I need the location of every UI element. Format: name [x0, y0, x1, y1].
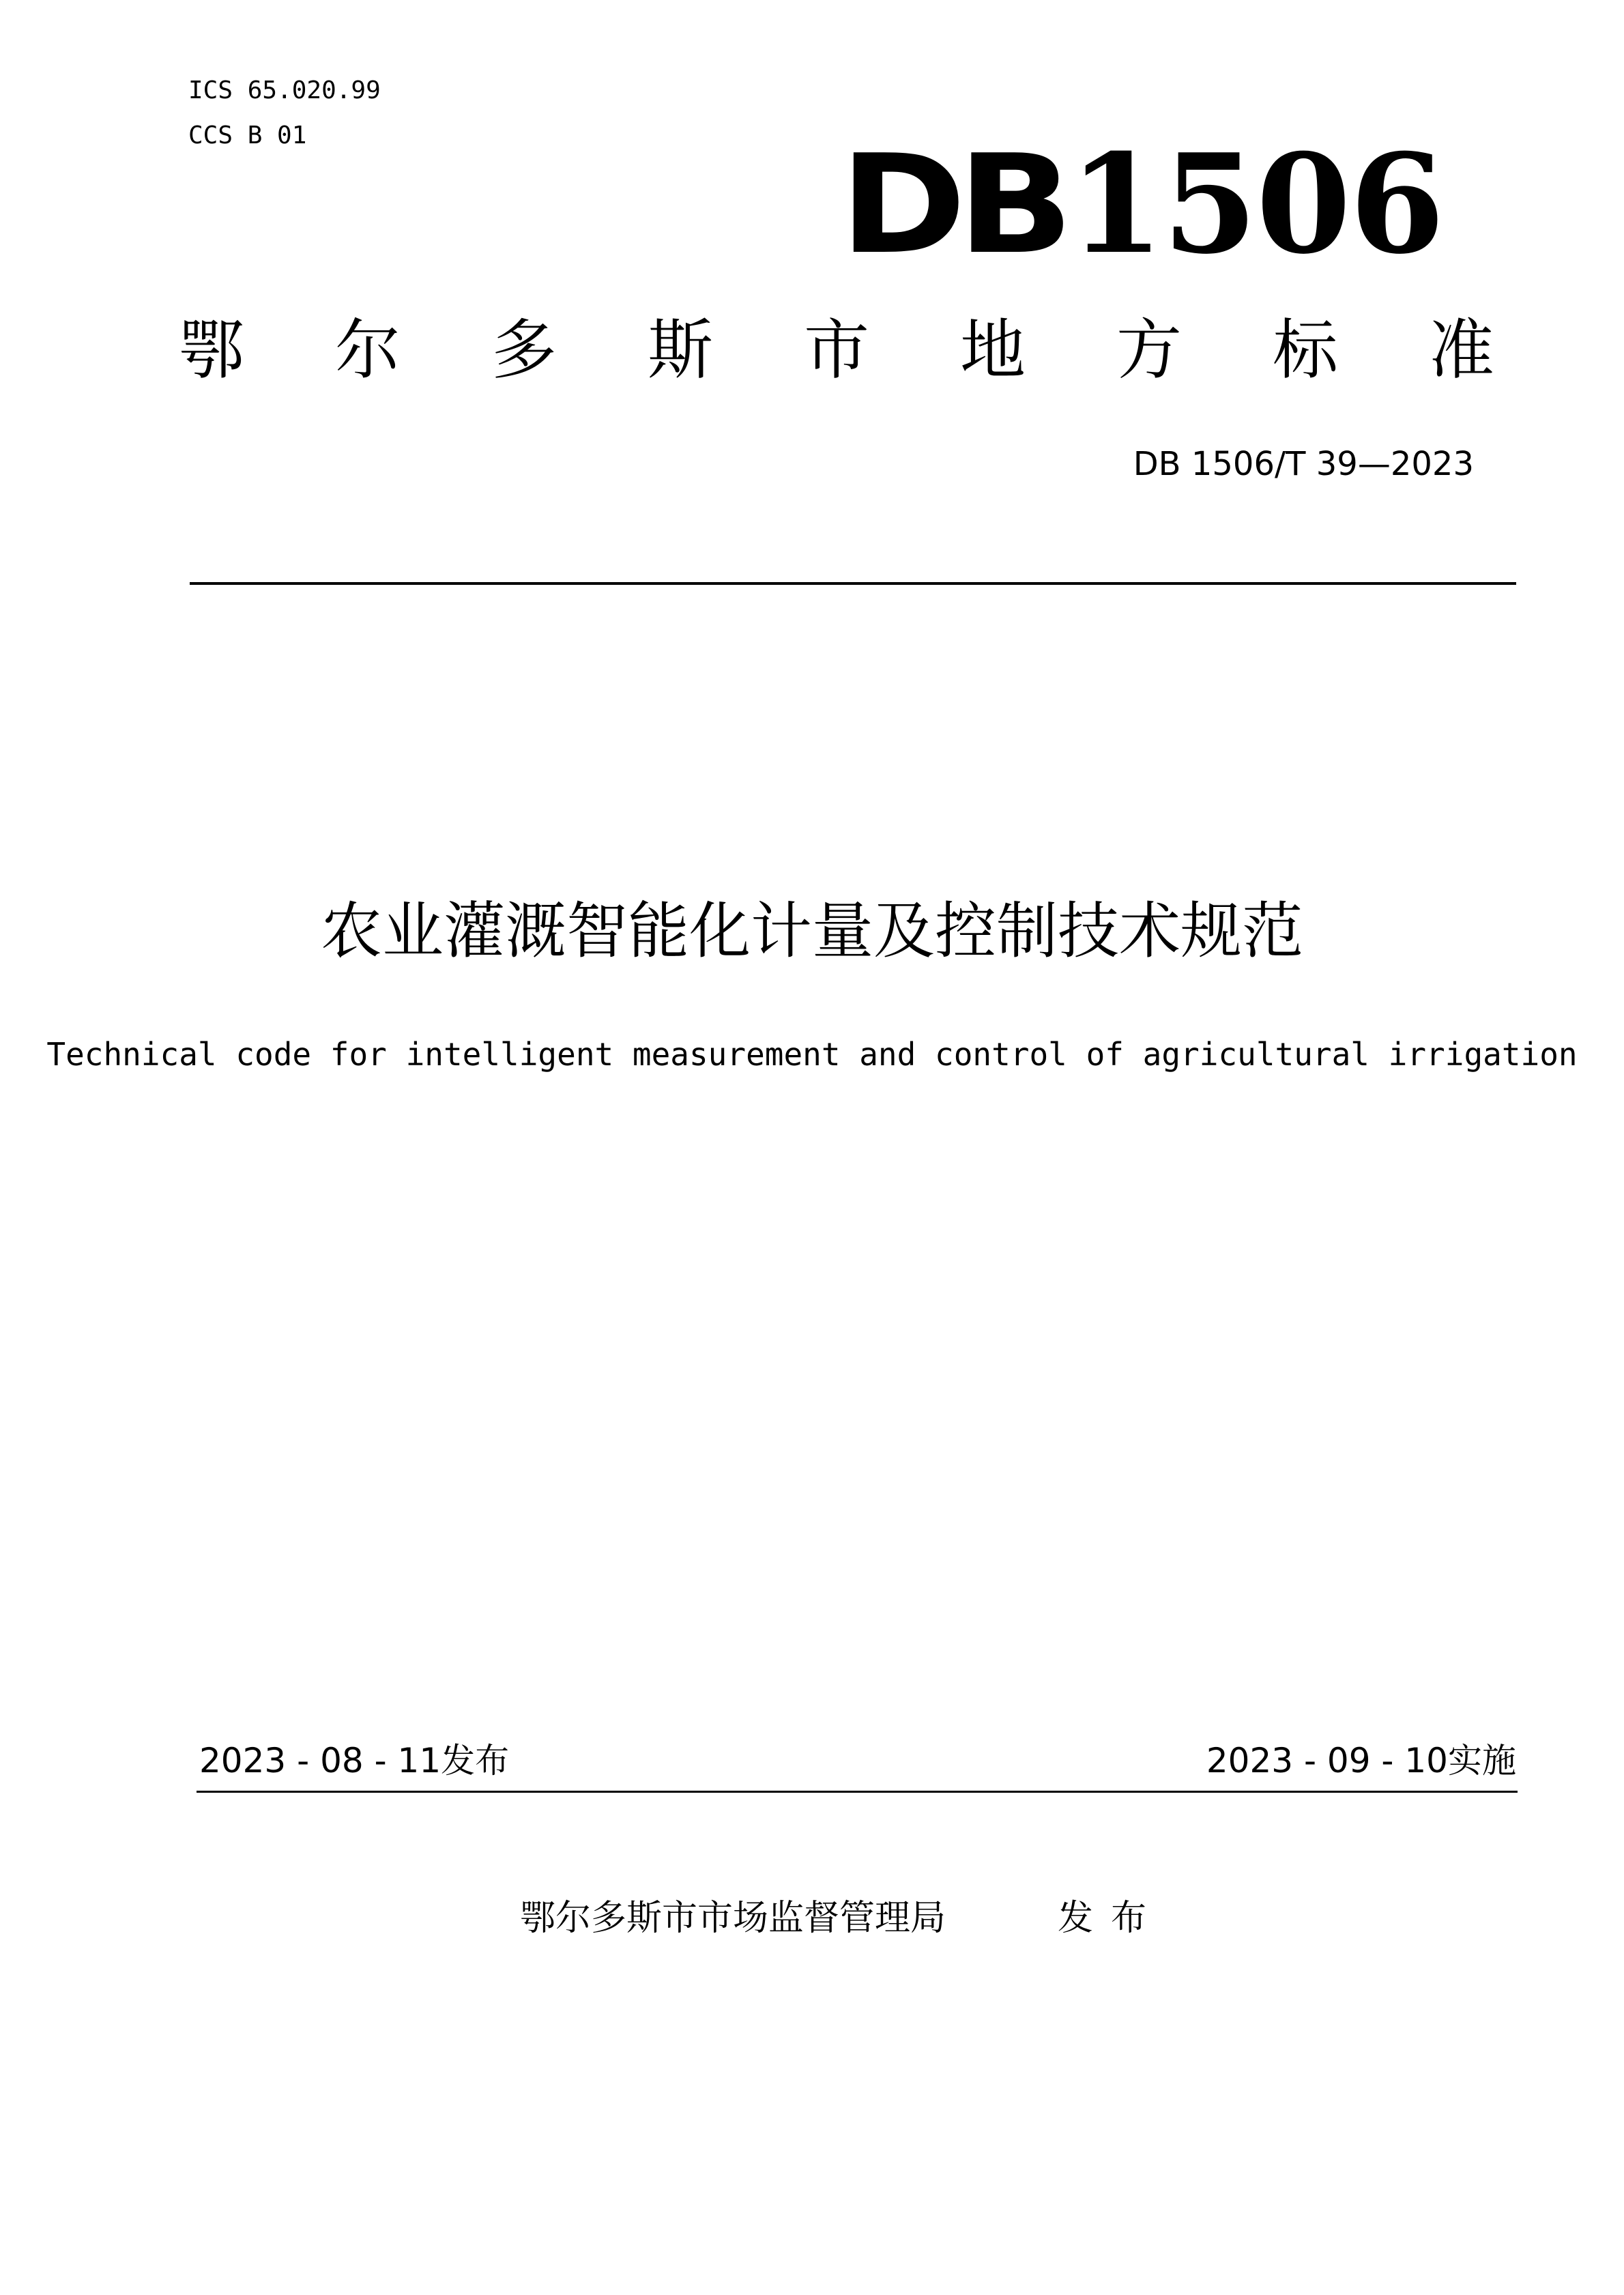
- ics-code: ICS 65.020.99: [188, 76, 381, 104]
- implement-date: 2023 - 09 - 10实施: [1206, 1741, 1516, 1780]
- publish-date: 2023 - 08 - 11发布: [199, 1741, 510, 1780]
- title-english: Technical code for intelligent measurement and control of agricultural irrigation: [46, 1036, 1578, 1073]
- db-logo: [839, 124, 1444, 285]
- logo-prefix: DB: [839, 126, 1065, 285]
- title-chinese: 农业灌溉智能化计量及控制技术规范: [321, 895, 1303, 967]
- standard-type-char: 鄂: [179, 312, 244, 388]
- top-divider: [190, 582, 1516, 585]
- standard-type-char: 斯: [648, 312, 713, 388]
- standard-type: [179, 313, 1494, 388]
- issue-label: 发布: [1058, 1898, 1165, 1939]
- logo-number: 1506: [1069, 124, 1444, 285]
- standard-type-char: 市: [804, 312, 869, 388]
- standard-type-char: 方: [1116, 312, 1182, 388]
- bottom-divider: [197, 1791, 1518, 1793]
- standard-type-char: 准: [1429, 312, 1494, 388]
- standard-type-char: 多: [491, 312, 557, 388]
- standard-type-char: 尔: [335, 312, 401, 388]
- ccs-code: CCS B 01: [188, 121, 307, 149]
- standard-type-char: 地: [960, 312, 1026, 388]
- standard-number: DB 1506/T 39—2023: [1133, 445, 1474, 483]
- standard-type-char: 标: [1273, 312, 1338, 388]
- issuing-authority: 鄂尔多斯市市场监督管理局: [520, 1898, 946, 1939]
